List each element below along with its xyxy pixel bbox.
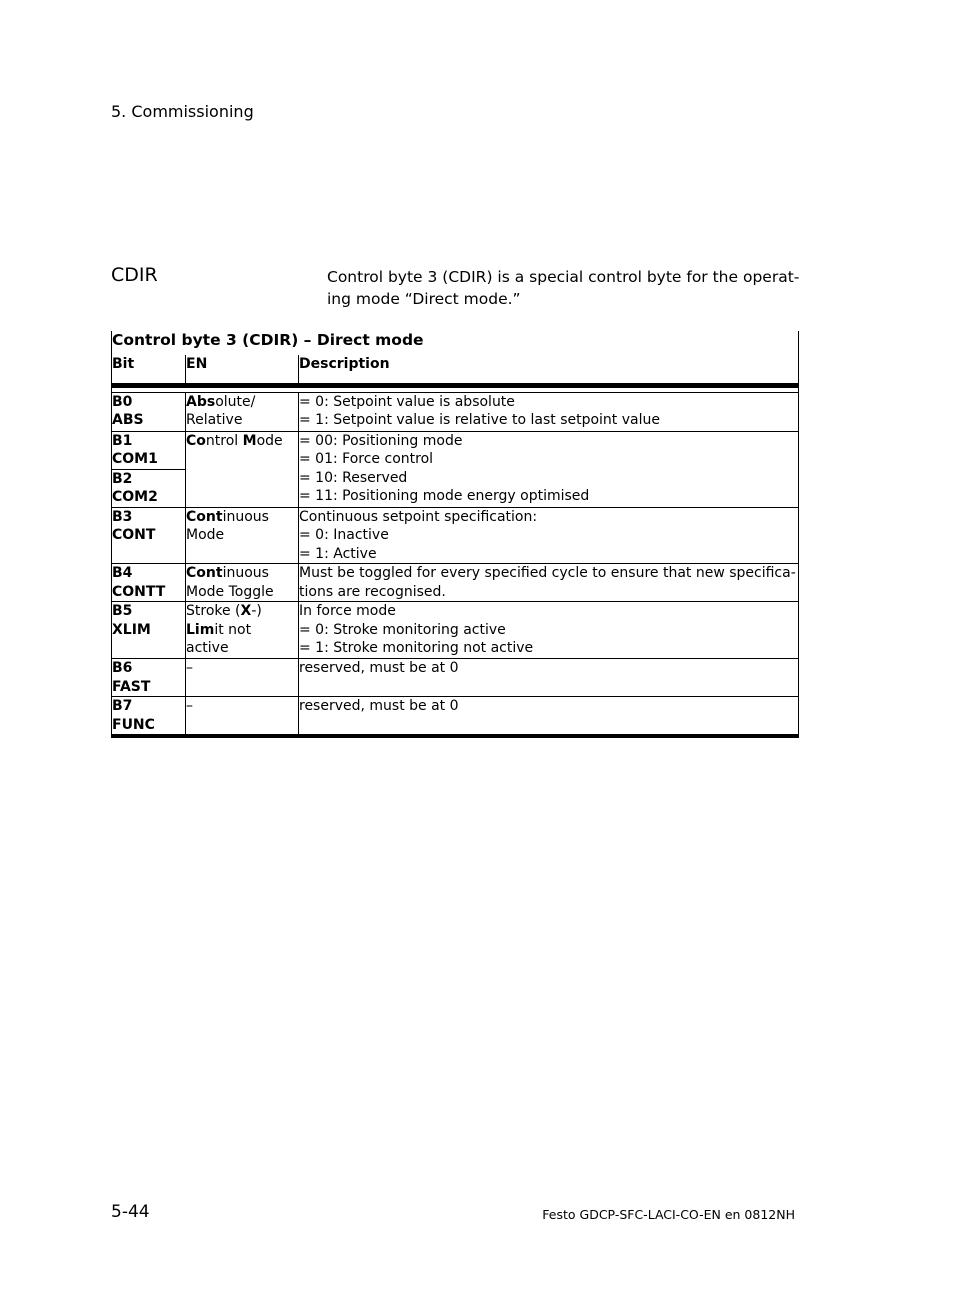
intro-paragraph <box>327 266 799 310</box>
en-cell: – <box>186 659 299 697</box>
bit-cell: B3 CONT <box>112 507 186 564</box>
document-id: Festo GDCP-SFC-LACI-CO-EN en 0812NH <box>542 1207 795 1222</box>
page-number: 5-44 <box>111 1202 150 1222</box>
description-cell: In force mode = 0: Stroke monitoring active = 1: Stroke monitoring not active <box>299 602 799 659</box>
bit-cell: B6 FAST <box>112 659 186 697</box>
bit-cell: B2 COM2 <box>112 469 186 507</box>
description-cell: Continuous setpoint specification: = 0: Inactive = 1: Active <box>299 507 799 564</box>
en-cell: Continuous Mode Toggle <box>186 564 299 602</box>
intro-line-1: Control byte 3 (CDIR) is a special control byte for the operat- <box>327 268 800 286</box>
bit-cell: B5 XLIM <box>112 602 186 659</box>
table-row <box>112 507 799 564</box>
table-row <box>112 659 799 697</box>
col-header-description: Description <box>299 355 799 385</box>
table-caption: Control byte 3 (CDIR) – Direct mode <box>112 331 799 355</box>
table-row <box>112 564 799 602</box>
side-heading: CDIR <box>111 264 158 286</box>
bit-cell: B0 ABS <box>112 392 186 431</box>
col-header-en: EN <box>186 355 299 385</box>
description-cell: = 0: Setpoint value is absolute = 1: Setpoint value is relative to last setpoint value <box>299 392 799 431</box>
description-cell: Must be toggled for every specified cycle to ensure that new specifica- tions are recognised. <box>299 564 799 602</box>
table-row <box>112 602 799 659</box>
bit-cell: B4 CONTT <box>112 564 186 602</box>
control-byte-table <box>111 331 799 738</box>
en-cell: Continuous Mode <box>186 507 299 564</box>
bit-cell: B1 COM1 <box>112 431 186 469</box>
section-header: 5. Commissioning <box>111 102 254 121</box>
en-cell: Control Mode <box>186 431 299 507</box>
col-header-bit: Bit <box>112 355 186 385</box>
en-cell: Absolute/ Relative <box>186 392 299 431</box>
table-row <box>112 697 799 737</box>
intro-line-2: ing mode “Direct mode.” <box>327 290 521 308</box>
description-cell: reserved, must be at 0 <box>299 659 799 697</box>
table-row <box>112 392 799 431</box>
table-row <box>112 431 799 469</box>
en-cell: Stroke (X-) Limit not active <box>186 602 299 659</box>
en-cell: – <box>186 697 299 737</box>
bit-cell: B7 FUNC <box>112 697 186 737</box>
description-cell: reserved, must be at 0 <box>299 697 799 737</box>
description-cell: = 00: Positioning mode = 01: Force control = 10: Reserved = 11: Positioning mode energy optimised <box>299 431 799 507</box>
